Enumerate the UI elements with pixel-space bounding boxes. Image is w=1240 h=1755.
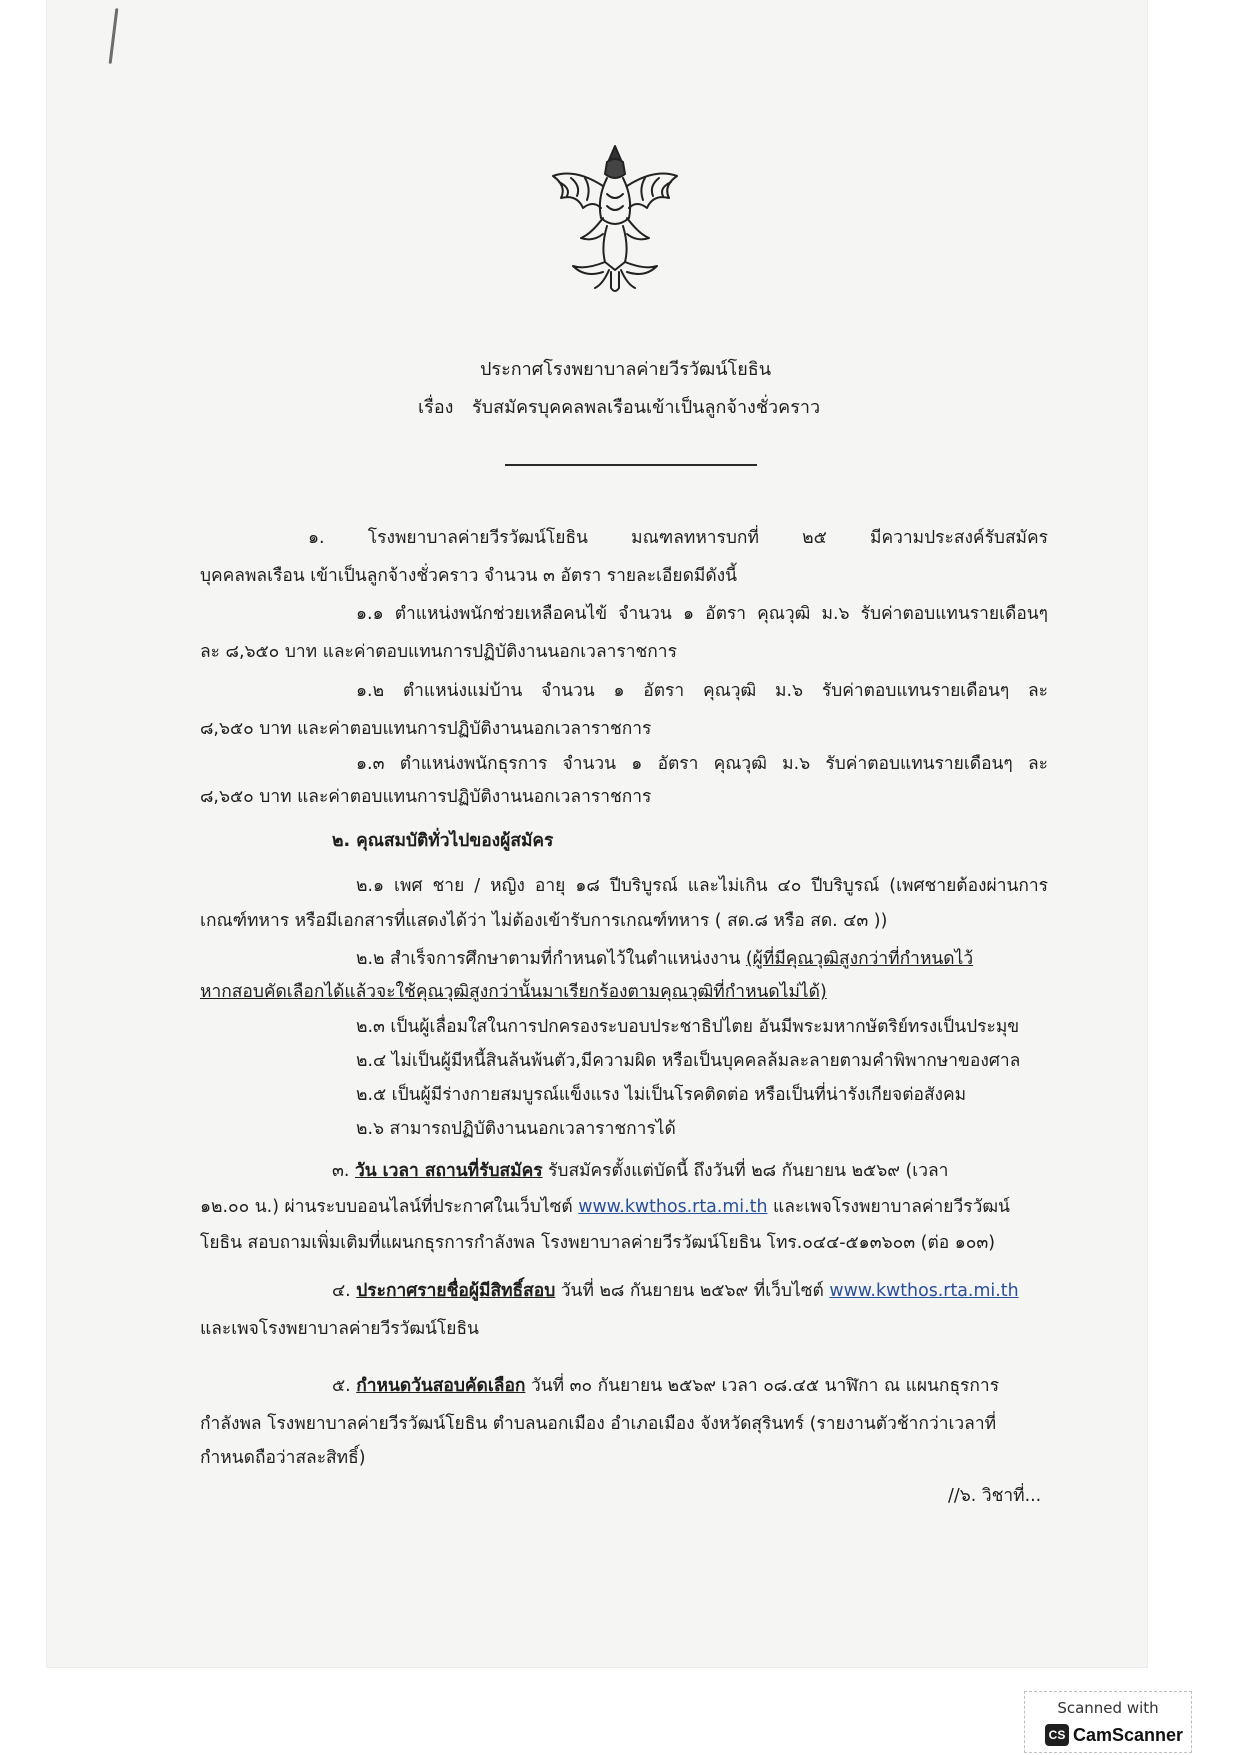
camscanner-name: CamScanner bbox=[1073, 1724, 1184, 1745]
item-2-6: ๒.๖ สามารถปฏิบัติงานนอกเวลาราชการได้ bbox=[356, 1119, 676, 1139]
title-divider bbox=[505, 464, 757, 466]
item-1-3-line-1: ๑.๓ ตำแหน่งพนักธุรการ จำนวน ๑ อัตรา คุณวุฒิ ม.๖ รับค่าตอบแทนรายเดือนๆ ละ bbox=[356, 754, 1048, 774]
item-2-2-lead: ๒.๒ สำเร็จการศึกษาตามที่กำหนดไว้ในตำแหน่งงาน bbox=[356, 949, 746, 969]
section-3-line-3: โยธิน สอบถามเพิ่มเติมที่แผนกธุรการกำลังพล โรงพยาบาลค่ายวีรวัฒน์โยธิน โทร.๐๔๔-๕๑๓๖๐๓ (ต่อ ๑๐๓) bbox=[200, 1233, 996, 1253]
section-5-line-3: กำหนดถือว่าสละสิทธิ์) bbox=[200, 1448, 366, 1468]
section-3-heading: วัน เวลา สถานที่รับสมัคร bbox=[354, 1161, 543, 1181]
section-1-line-1: ๑. โรงพยาบาลค่ายวีรวัฒน์โยธิน มณฑลทหารบกที่ ๒๕ มีความประสงค์รับสมัคร bbox=[308, 528, 1048, 548]
announcement-title: ประกาศโรงพยาบาลค่ายวีรวัฒน์โยธิน bbox=[480, 359, 772, 380]
subject-label: เรื่อง bbox=[418, 397, 454, 418]
camscanner-brand bbox=[1045, 1724, 1183, 1746]
section-3-line-2-text-b: และเพจโรงพยาบาลค่ายวีรวัฒน์ bbox=[767, 1197, 1010, 1217]
section-5-line-1 bbox=[332, 1375, 1048, 1397]
section-4-heading: ประกาศรายชื่อผู้มีสิทธิ์สอบ bbox=[356, 1281, 556, 1301]
item-2-3: ๒.๓ เป็นผู้เลื่อมใสในการปกครองระบอบประชาธิปไตย อันมีพระมหากษัตริย์ทรงเป็นประมุข bbox=[356, 1017, 1020, 1037]
section-3-number: ๓. bbox=[332, 1161, 355, 1181]
item-1-3-line-2: ๘,๖๕๐ บาท และค่าตอบแทนการปฏิบัติงานนอกเวลาราชการ bbox=[200, 787, 652, 807]
item-1-1-line-2: ละ ๘,๖๕๐ บาท และค่าตอบแทนการปฏิบัติงานนอกเวลาราชการ bbox=[200, 642, 677, 662]
item-2-4: ๒.๔ ไม่เป็นผู้มีหนี้สินล้นพ้นตัว,มีความผิด หรือเป็นบุคคลล้มละลายตามคำพิพากษาของศาล bbox=[356, 1051, 1021, 1071]
section-5-number: ๕. bbox=[332, 1376, 357, 1396]
item-1-1-line-1: ๑.๑ ตำแหน่งพนักช่วยเหลือคนไข้ จำนวน ๑ อัตรา คุณวุฒิ ม.๖ รับค่าตอบแทนรายเดือนๆ bbox=[356, 604, 1048, 624]
section-3-line-1-text: รับสมัครตั้งแต่บัดนี้ ถึงวันที่ ๒๘ กันยายน ๒๕๖๙ (เวลา bbox=[542, 1161, 949, 1181]
section-3-line-1 bbox=[332, 1160, 1048, 1182]
section-3-website-link[interactable]: www.kwthos.rta.mi.th bbox=[578, 1197, 768, 1217]
item-2-2-line-2: หากสอบคัดเลือกได้แล้วจะใช้คุณวุฒิสูงกว่านั้นมาเรียกร้องตามคุณวุฒิที่กำหนดไม่ได้) bbox=[200, 982, 827, 1002]
item-2-1-line-1: ๒.๑ เพศ ชาย / หญิง อายุ ๑๘ ปีบริบูรณ์ และไม่เกิน ๔๐ ปีบริบูรณ์ (เพศชายต้องผ่านการ bbox=[356, 876, 1048, 896]
section-4-number: ๔. bbox=[332, 1281, 357, 1301]
continued-marker: //๖. วิชาที่... bbox=[948, 1486, 1042, 1506]
section-4-line-1 bbox=[332, 1280, 1048, 1302]
camscanner-watermark bbox=[1024, 1691, 1192, 1753]
section-4-line-1-text: วันที่ ๒๘ กันยายน ๒๕๖๙ ที่เว็บไซต์ bbox=[555, 1281, 830, 1301]
item-2-2-note-start: (ผู้ที่มีคุณวุฒิสูงกว่าที่กำหนดไว้ bbox=[745, 949, 974, 969]
camscanner-logo-icon: CS bbox=[1045, 1724, 1069, 1746]
section-3-line-2-text-a: ๑๒.๐๐ น.) ผ่านระบบออนไลน์ที่ประกาศในเว็บไซต์ bbox=[200, 1197, 579, 1217]
section-4-line-2: และเพจโรงพยาบาลค่ายวีรวัฒน์โยธิน bbox=[200, 1319, 479, 1339]
section-4-website-link[interactable]: www.kwthos.rta.mi.th bbox=[829, 1281, 1019, 1301]
scanned-with-label: Scanned with bbox=[1057, 1699, 1159, 1717]
section-5-heading: กำหนดวันสอบคัดเลือก bbox=[356, 1376, 526, 1396]
item-1-2-line-2: ๘,๖๕๐ บาท และค่าตอบแทนการปฏิบัติงานนอกเวลาราชการ bbox=[200, 719, 652, 739]
section-5-line-2: กำลังพล โรงพยาบาลค่ายวีรวัฒน์โยธิน ตำบลนอกเมือง อำเภอเมือง จังหวัดสุรินทร์ (รายงานตัวช้ากว่าเวลาที่ bbox=[200, 1414, 997, 1434]
item-2-1-line-2: เกณฑ์ทหาร หรือมีเอกสารที่แสดงได้ว่า ไม่ต้องเข้ารับการเกณฑ์ทหาร ( สด.๘ หรือ สด. ๔๓ )) bbox=[200, 911, 888, 931]
announcement-subject-row bbox=[418, 392, 820, 421]
section-1-line-2: บุคคลพลเรือน เข้าเป็นลูกจ้างชั่วคราว จำนวน ๓ อัตรา รายละเอียดมีดังนี้ bbox=[200, 566, 738, 586]
item-2-5: ๒.๕ เป็นผู้มีร่างกายสมบูรณ์แข็งแรง ไม่เป็นโรคติดต่อ หรือเป็นที่น่ารังเกียจต่อสังคม bbox=[356, 1085, 967, 1105]
section-3-line-2 bbox=[200, 1196, 1048, 1218]
subject-text: รับสมัครบุคคลพลเรือนเข้าเป็นลูกจ้างชั่วคราว bbox=[472, 397, 821, 418]
garuda-emblem bbox=[545, 138, 685, 298]
item-1-2-line-1: ๑.๒ ตำแหน่งแม่บ้าน จำนวน ๑ อัตรา คุณวุฒิ ม.๖ รับค่าตอบแทนรายเดือนๆ ละ bbox=[356, 681, 1048, 701]
item-2-2-line-1 bbox=[356, 948, 1048, 970]
section-5-line-1-text: วันที่ ๓๐ กันยายน ๒๕๖๙ เวลา ๐๘.๔๕ นาฬิกา ณ แผนกธุรการ bbox=[525, 1376, 1000, 1396]
section-2-heading: ๒. คุณสมบัติทั่วไปของผู้สมัคร bbox=[332, 831, 554, 851]
